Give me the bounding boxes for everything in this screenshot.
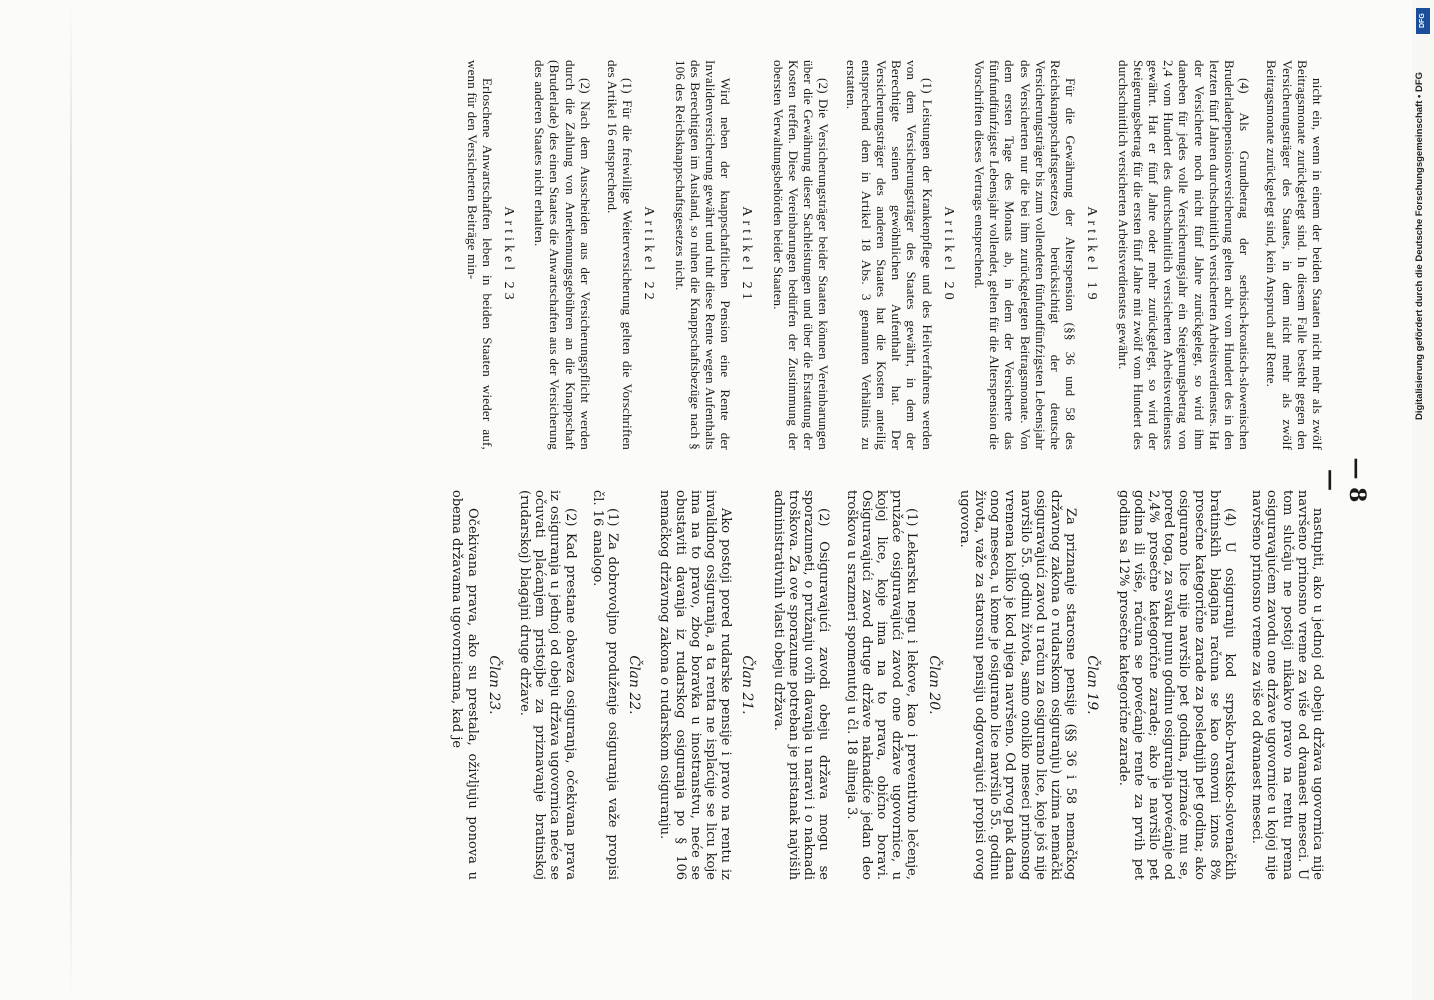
german-article-23-title: Artikel 23 (501, 206, 517, 304)
german-article-23-text: Erloschene Anwartschaften leben in beiden Staaten wieder auf, wenn für den Versicherten Beiträge min- (464, 60, 495, 450)
german-article-20-p1: (1) Leistungen der Krankenpflege und des Heilverfahrens werden von dem Versicherungsträger des Staates gewährt, in dem der Berechtigte seinen gewöhnlichen Aufenthalt hat. Der Versicherungsträger des anderen Staates hat die Kosten anteilig entsprechend dem in Artikel 18 Abs. 3 genannten Verhältnis zu erstatten. (843, 60, 935, 450)
serbian-column (205, 490, 1325, 880)
german-article-19-text: Für die Gewährung der Alterspension (§§ 36 und 58 des Reichsknappschaftsgesetzes) berücksichtigt der deutsche Versicherungsträger bis zum vollendeten fünfundfünfzigsten Lebensjahr des Versicherten nur die bei ihm zurückgelegten Beitragsmonate. Von dem ersten Tage des Monats ab, in dem der Versicherte das fünfundfünfzigste Lebensjahr vollendet, gelten für die Alterspension die Vorschriften dieses Vertrags entsprechend. (971, 60, 1079, 450)
serbian-article-23-text: Očekivana prava, ako su prestala, oživljuju ponova u obema državama ugovornicama, kad je (449, 490, 480, 880)
serbian-article-22-title: Član 22. (626, 655, 643, 715)
german-article-22-p2: (2) Nach dem Ausscheiden aus der Versicherungspflicht werden durch die Zahlung von Anerkennungsgebühren an die Knappschaft (Bruderlade) des einen Staates die Anwartschaften aus der Versicherung des anderen Staates nicht erhalten. (532, 60, 593, 450)
serbian-intro: nastupiti, ako u jednoj od obeju država ugovornica nije navršeno prinosno vreme za više od dvanaest meseci. U tom slučaju ne postoji nikakvo pravo na rentu prema osiguravajućem zavodu one države ugovornice u kojoj nije navršeno prinosno vreme za više od dvanaest meseci. (1249, 490, 1325, 880)
dfg-logo: DFG (1416, 8, 1430, 34)
serbian-article-22-p1: (1) Za dobrovoljno produženje osiguranja važe propisi čl. 16 analogo. (589, 490, 621, 880)
serbian-article-20-title: Član 20. (925, 655, 942, 715)
german-column (205, 60, 1325, 450)
german-article-21-title: Artikel 21 (739, 206, 755, 304)
german-article-21-text: Wird neben der knappschaftlichen Pension eine Rente der Invalidenversicherung gewährt und ruht diese Rente wegen Aufenthalts des Berechtigten im Ausland, so ruhen die Knappschaftsbezüge nach § 106 des Reichsknappschaftsgesetzes nicht. (672, 60, 734, 450)
german-article-19-title: Artikel 19 (1084, 206, 1100, 304)
serbian-article-19-title: Član 19. (1084, 655, 1101, 715)
german-article-20-title: Artikel 20 (940, 206, 956, 304)
attribution-sidebar (1412, 0, 1434, 1000)
page-fold-shadow (70, 0, 72, 1000)
serbian-article-20-p1: (1) Lekarsku negu i lekove, kao i preventivno lečenje, pružaće osiguravajući zavod one države ugovornice, u kojoj lice, koje ima na to prava, obično boravi. Osiguravajući zavod druge države naknadiće jedan deo troškova u srazmeri spomenutoj u čl. 18 alineja 3. (843, 490, 920, 880)
german-article-20-p2: (2) Die Versicherungsträger beider Staaten können Vereinbarungen über die Gewährung dieser Sachleistungen und über die Erstattung der Kosten treffen. Diese Vereinbarungen bedürfen der Zustimmung der obersten Verwaltungsbehörden beider Staaten. (770, 60, 832, 450)
attribution-text: Digitalisierung gefördert durch die Deutsche Forschungsgemeinschaft • DFG (1414, 71, 1425, 420)
serbian-article-21-text: Ako postoji pored rudarske pensije i pravo na rentu iz invalidnog osiguranja, a ta renta ne isplaćuje se licu koje ima na to pravo, zbog boravka u inostranstvu, neće se obustaviti davanja iz rudarskog osiguranja po § 106 nemačkog državnog zakona o rudarskom osiguranju. (657, 490, 734, 880)
german-para-4: (4) Als Grundbetrag der serbisch-kroatisch-slowenischen Bruderladenpensionsversicherung gelten acht vom Hundert des in den letzten fünf Jahren durchschnittlich versicherten Arbeitsverdienstes. Hat der Versicherte noch nicht fünf Jahre zurückgelegt, so wird ihm daneben für jedes volle Versicherungsjahr ein Steigerungsbetrag von 2,4 vom Hundert des durchschnittlich versicherten Arbeitsverdienstes gewährt. Hat er fünf Jahre oder mehr zurückgelegt, so wird der Steigerungsbetrag für die ersten fünf Jahre mit zwölf vom Hundert des durchschnittlich versicherten Arbeitsverdienstes gewährt. (1115, 60, 1253, 450)
german-article-22-title: Artikel 22 (641, 206, 657, 304)
serbian-article-23-title: Član 23. (485, 655, 502, 715)
rotated-page-content (160, 60, 1380, 900)
serbian-article-20-p2: (2) Osiguravajući zavodi obeju država mogu se sporazumeti, o pružanju ovih davanja u naravi i o naknadi troškova. Za ove sporazume potreban je pristanak najviših administrativnih vlasti obeju država. (770, 490, 832, 880)
serbian-article-19-text: Za priznanje starosne pensije (§§ 36 i 58 nemačkog državnog zakona o rudarskom osiguranju) uzima nemački osiguravajući zavod u račun za osigurano lice, koje još nije navršilo 55. godinu života, samo onoliko meseci prinosnog vremena koliko je kod njega navršeno. Od prvog pak dana onog meseca, u kome je osigurano lice navršilo 55. godinu života, važe za starosnu pensiju odgovarajući propisi ovog ugovora. (956, 490, 1079, 880)
german-intro: nicht ein, wenn in einem der beiden Staaten nicht mehr als zwölf Beitragsmonate zurückgelegt sind. In diesem Falle besteht gegen den Versicherungsträger des Staates, in dem nicht mehr als zwölf Beitragsmonate zurückgelegt sind, kein Anspruch auf Rente. (1264, 60, 1325, 450)
serbian-para-4: (4) U osiguranju kod srpsko-hrvatsko-slovenačkih bratinskih blagajna računa se kao osnovni iznos 8% prosečne kategorične zarade za poslednjih pet godina; ako osigurano lice nije navršilo pet godina, priznaće mu se, pored toga, za svaku punu godinu osiguranja povećanje od 2,4% prosečne kategorične zarade; ako je navršilo pet godina ili više, računa se povećanje rente za prvih pet godina sa 12% prosečne kategorične zarade. (1115, 490, 1237, 880)
german-article-22-p1: (1) Für die freiwillige Weiterversicherung gelten die Vorschriften des Artikel 16 entsprechend. (605, 60, 636, 450)
page-number: — 8 — (1318, 457, 1370, 503)
serbian-article-22-p2: (2) Kad prestane obaveza osiguranja, očekivana prava iz osiguranja u jednoj od obeju država ugovornica neće se očuvati plaćanjem pristojbe za priznavanje bratinskoj (rudarskoj) blagajni druge države. (517, 490, 578, 880)
serbian-article-21-title: Član 21. (739, 655, 756, 715)
